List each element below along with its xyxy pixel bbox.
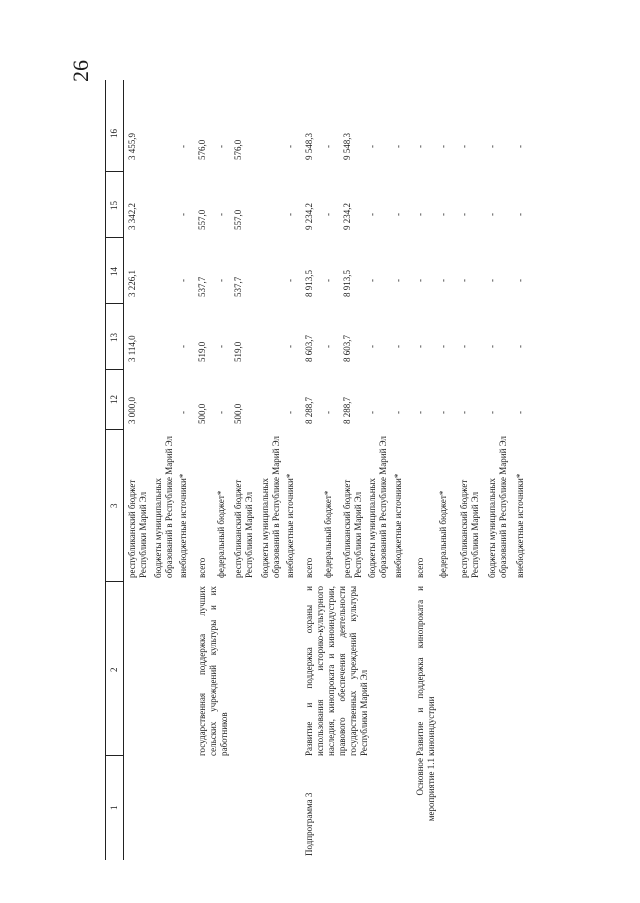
row-2-col15: - — [178, 213, 188, 216]
row-15-col14: - — [459, 279, 469, 282]
row-17-col12: - — [515, 411, 525, 414]
row-12-col15: - — [393, 213, 403, 216]
row-7-col12: - — [285, 411, 295, 414]
row-2-col16: - — [178, 145, 188, 148]
row-4-col12: - — [216, 411, 226, 414]
header-separator — [105, 581, 123, 582]
row-8-col13: 8 603,7 — [304, 335, 314, 362]
row-10-source: республиканский бюджет Республики Марий Эл — [342, 479, 363, 578]
row-9-col12: - — [323, 411, 333, 414]
row-16-source: бюджеты муниципальных образований в Республике Марий Эл — [487, 436, 508, 578]
row-13-col12: - — [415, 411, 425, 414]
row-0-source: республиканский бюджет Республики Марий Эл — [127, 479, 148, 578]
row-3-col16: 576,0 — [197, 139, 207, 160]
row-7-source: внебюджетные источники* — [285, 473, 295, 578]
row-0-col12: 3 000,0 — [127, 397, 137, 424]
row-0-col13: 3 114,0 — [127, 335, 137, 362]
row-17-col13: - — [515, 345, 525, 348]
row-7-col15: - — [285, 213, 295, 216]
row-12-col16: - — [393, 145, 403, 148]
row-15-col12: - — [459, 411, 469, 414]
col-header-15: 15 — [109, 201, 119, 210]
row-10-col14: 8 913,5 — [342, 270, 352, 297]
row-16-col13: - — [487, 345, 497, 348]
row-10-col16: 9 548,3 — [342, 133, 352, 160]
row-2-col13: - — [178, 345, 188, 348]
row-15-col15: - — [459, 213, 469, 216]
col-header-16: 16 — [109, 129, 119, 138]
row-9-col15: - — [323, 213, 333, 216]
row-13-col14: - — [415, 279, 425, 282]
row-12-col14: - — [393, 279, 403, 282]
row-16-col12: - — [487, 411, 497, 414]
row-15-source: республиканский бюджет Республики Марий Эл — [459, 479, 480, 578]
row-8-col14: 8 913,5 — [304, 270, 314, 297]
row-16-col15: - — [487, 213, 497, 216]
row-14-col14: - — [438, 279, 448, 282]
row-11-col13: - — [367, 345, 377, 348]
row-4-col15: - — [216, 213, 226, 216]
row-14-source: федеральный бюджет* — [438, 490, 448, 578]
row-12-col12: - — [393, 411, 403, 414]
row-9-col14: - — [323, 279, 333, 282]
row-2-col14: - — [178, 279, 188, 282]
header-separator — [105, 171, 123, 172]
row-7-col13: - — [285, 345, 295, 348]
row-6-source: бюджеты муниципальных образований в Республике Марий Эл — [260, 436, 281, 578]
row-5-col14: 537,7 — [233, 276, 243, 297]
header-separator — [105, 303, 123, 304]
row-17-col16: - — [515, 145, 525, 148]
row-4-col16: - — [216, 145, 226, 148]
row-9-col13: - — [323, 345, 333, 348]
header-separator — [105, 237, 123, 238]
row-3-col12: 500,0 — [197, 403, 207, 424]
header-separator — [105, 755, 123, 756]
row-13-col13: - — [415, 345, 425, 348]
row-16-col14: - — [487, 279, 497, 282]
row-8-col12: 8 288,7 — [304, 397, 314, 424]
col-header-12: 12 — [109, 395, 119, 404]
row-4-source: федеральный бюджет* — [216, 490, 226, 578]
row-17-col14: - — [515, 279, 525, 282]
row-11-col16: - — [367, 145, 377, 148]
row-8-description: Развитие и поддержка охраны и использования историко-культурного наследия, кинопроката и киноиндустрии, правового обеспечения деятельности государственных учреждений культуры Республики Марий Эл — [304, 586, 369, 756]
row-0-col16: 3 455,9 — [127, 133, 137, 160]
row-12-source: внебюджетные источники* — [393, 473, 403, 578]
header-bottom-rule — [123, 80, 124, 860]
row-11-col12: - — [367, 411, 377, 414]
row-9-col16: - — [323, 145, 333, 148]
row-3-description: государственная поддержка лучших сельских учреждений культуры и их работников — [197, 586, 229, 756]
header-top-rule — [105, 80, 106, 860]
row-8-col15: 9 234,2 — [304, 203, 314, 230]
row-3-col13: 519,0 — [197, 341, 207, 362]
row-5-col15: 557,0 — [233, 209, 243, 230]
row-13-col15: - — [415, 213, 425, 216]
row-5-col13: 519,0 — [233, 341, 243, 362]
col-header-3: 3 — [109, 503, 119, 508]
header-separator — [105, 429, 123, 430]
row-4-col14: - — [216, 279, 226, 282]
row-15-col16: - — [459, 145, 469, 148]
row-12-col13: - — [393, 345, 403, 348]
col-header-13: 13 — [109, 333, 119, 342]
col-header-2: 2 — [109, 667, 119, 672]
row-15-col13: - — [459, 345, 469, 348]
row-10-col12: 8 288,7 — [342, 397, 352, 424]
row-4-col13: - — [216, 345, 226, 348]
row-14-col15: - — [438, 213, 448, 216]
row-0-col15: 3 342,2 — [127, 203, 137, 230]
row-5-col16: 576,0 — [233, 139, 243, 160]
row-10-col13: 8 603,7 — [342, 335, 352, 362]
row-7-col14: - — [285, 279, 295, 282]
row-13-col16: - — [415, 145, 425, 148]
row-13-description: Развитие и поддержка кинопроката и киноиндустрии — [415, 586, 436, 756]
row-5-source: республиканский бюджет Республики Марий Эл — [233, 479, 254, 578]
row-14-col12: - — [438, 411, 448, 414]
row-0-col14: 3 226,1 — [127, 270, 137, 297]
row-10-col15: 9 234,2 — [342, 203, 352, 230]
row-14-col13: - — [438, 345, 448, 348]
row-11-source: бюджеты муниципальных образований в Республике Марий Эл — [367, 436, 388, 578]
row-7-col16: - — [285, 145, 295, 148]
row-8-source: всего — [304, 557, 314, 578]
row-14-col16: - — [438, 145, 448, 148]
row-1-source: бюджеты муниципальных образований в Республике Марий Эл — [153, 436, 174, 578]
row-3-col15: 557,0 — [197, 209, 207, 230]
row-2-source: внебюджетные источники* — [178, 473, 188, 578]
row-16-col16: - — [487, 145, 497, 148]
row-11-col14: - — [367, 279, 377, 282]
row-9-source: федеральный бюджет* — [323, 490, 333, 578]
row-17-source: внебюджетные источники* — [515, 473, 525, 578]
row-13-source: всего — [415, 557, 425, 578]
row-3-col14: 537,7 — [197, 276, 207, 297]
row-5-col12: 500,0 — [233, 403, 243, 424]
col-header-1: 1 — [109, 805, 119, 810]
header-separator — [105, 369, 123, 370]
row-17-col15: - — [515, 213, 525, 216]
budget-table — [105, 80, 550, 860]
row-11-col15: - — [367, 213, 377, 216]
page-number: 26 — [68, 60, 93, 82]
row-13-program: Основное мероприятие 1.1 — [415, 758, 436, 822]
col-header-14: 14 — [109, 267, 119, 276]
row-8-col16: 9 548,3 — [304, 133, 314, 160]
row-3-source: всего — [197, 557, 207, 578]
row-8-program: Подпрограмма 3 — [304, 792, 314, 856]
row-2-col12: - — [178, 411, 188, 414]
